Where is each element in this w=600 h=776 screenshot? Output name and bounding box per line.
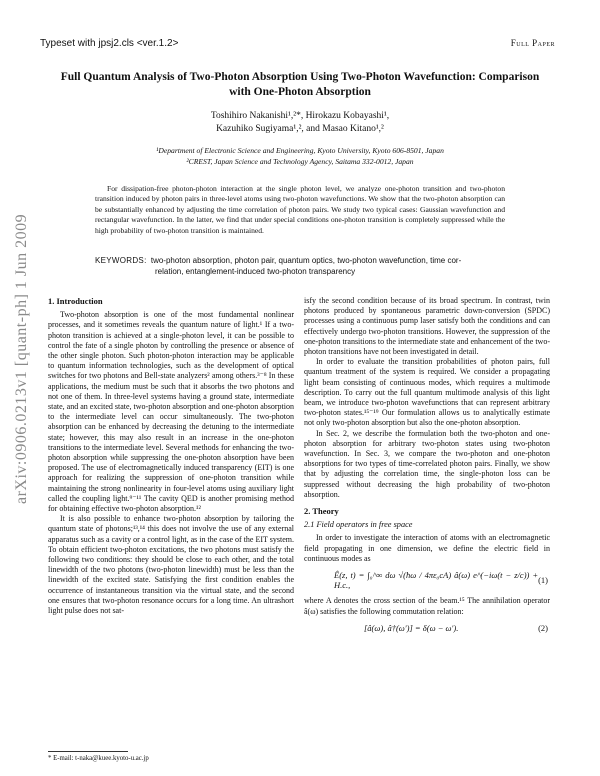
author-line-2: Kazuhiko Sugiyama¹,², and Masao Kitano¹,² [216,124,384,134]
affiliation-1: ¹Department of Electronic Science and Engineering, Kyoto University, Kyoto 606-8501, Japan [156,146,444,155]
author-line-1: Toshihiro Nakanishi¹,²*, Hirokazu Kobayashi¹, [210,111,390,121]
keywords-label: KEYWORDS: [95,256,147,265]
right-column [304,296,550,639]
equation-1 [304,570,550,590]
equation-2-body: [â(ω), â†(ω′)] = δ(ω − ω′). [364,622,459,633]
arxiv-stamp: arXiv:0906.0213v1 [quant-ph] 1 Jun 2009 [13,213,30,504]
equation-1-number: (1) [538,575,548,586]
left-column [48,296,294,616]
keywords-line-2: relation, entanglement-induced two-photon transparency [155,266,356,276]
intro-paragraph-2: It is also possible to enhance two-photon absorption by tailoring the quantum state of photons;¹³,¹⁴ this does not involve the use of any external apparatus such as a cavity or a control light, as in the case of the EIT system. To obtain efficient two-photon excitations, the two photons must satisfy the following two conditions: they should be close to each other, and the total linewidth of the two photons (two-photon linewidth) must be less than the linewidth of the excited state. Satisfying the first condition enables the occurrence of instantaneous transition via the virtual state, and the second one ensures that two-photon resonance occurs for a long time. An ultrashort light pulse does not sat- [48,514,294,616]
equation-2-number: (2) [538,622,548,633]
intro-paragraph-4: In order to evaluate the transition probabilities of photon pairs, full quantum treatment of the system is required. We consider a propagating light beam consisting of continuous modes, which requires a multimode description. To carry out the full quantum multimode analysis of this light beam, we introduce two-photon wavefunctions that can represent arbitrary two-photon states.¹⁵⁻¹⁹ Our formulation allows us to analytically estimate not only two-photon absorption but also the one-photon absorption. [304,357,550,428]
header-paper-type: Full Paper [510,38,555,48]
header-typeset-note: Typeset with jpsj2.cls <ver.1.2> [40,38,179,49]
subsection-2-1-title: 2.1 Field operators in free space [304,520,413,530]
keywords [95,256,515,277]
author-list [110,110,490,136]
section-1-title: 1. Introduction [48,296,103,306]
footnote: * E-mail: t-naka@kuee.kyoto-u.ac.jp [48,755,149,762]
equation-2 [304,623,550,633]
theory-paragraph-1: In order to investigate the interaction of atoms with an electromagnetic field propagating in one dimension, we define the electric field in continuous modes as [304,533,550,563]
intro-paragraph-1: Two-photon absorption is one of the most fundamental nonlinear processes, and it sometimes reveals the quantum nature of light.¹ If a two-photon transition is achieved at a single-photon level, it can be possible to control the fate of a single photon by controlling the presence or absence of the other single photon. Such photon-photon interaction may be applicable to quantum information technologies, such as the development of optical switches for two photons and Bell-state analyzers² among others.³⁻⁸ In these applications, the medium must be such that it absorbs the two photons and not one of them. In three-level systems having a ground state, intermediate state, and an excited state, two-photon absorption and one-photon absorption to the intermediate level can occur simultaneously. The two-photon absorption can be enhanced by decreasing the detuning to the intermediate state; however, this may also result in an increase in the one-photon transitions to the intermediate level. Several methods for enhancing the two-photon absorption while suppressing the one-photon absorption have been proposed. The use of electromagnetically induced transparency (EIT) is one approach for realizing the suppression of one-photon transition while maintaining the strong nonlinearity in four-level atoms using auxiliary light called the coupling light.⁹⁻¹¹ The cavity QED is another promising method for obtaining effective two-photon absorption.¹² [48,310,294,514]
section-2-title: 2. Theory [304,506,339,517]
intro-paragraph-5: In Sec. 2, we describe the formulation both the two-photon and one-photon absorption for arbitrary two-photon states using two-photon wavefunction. In Sec. 3, we compare the two-photon and one-photon absorptions for two types of time-correlated photon pairs. Finally, we show that by adjusting the correlation time, the single-photon loss can be suppressed without decreasing the high probability of two-photon absorption. [304,428,550,499]
abstract: For dissipation-free photon-photon interaction at the single photon level, we analyze one-photon transition and two-photon transition induced by photon pairs in three-level atoms using two-photon wavefunctions. We show that the two-photon absorption can be substantially enhanced by adjusting the time correlation of photon pairs. We study two typical cases: Gaussian wavefunction and rectangular wavefunction. In the latter, we find that under special conditions one-photon transition is completely suppressed while the high probability of two-photon transition is maintained. [95,184,505,235]
equation-1-body: Ê(z, t) = ∫₀^∞ dω √(ħω / 4πε₀cA) â(ω) e^(−iω(t − z/c)) + H.c., [334,570,539,591]
paper-title: Full Quantum Analysis of Two-Photon Absorption Using Two-Photon Wavefunction: Comparison with One-Photon Absorption [60,71,540,98]
affiliations [90,146,510,167]
theory-paragraph-2: where A denotes the cross section of the beam.¹⁵ The annihilation operator â(ω) satisfies the following commutation relation: [304,596,550,616]
intro-paragraph-3: isfy the second condition because of its broad spectrum. In contrast, twin photons produced by spontaneous parametric down-conversion (SPDC) processes using a continuous pump laser satisfy both the conditions and can effectively undergo two-photon transitions. However, the suppression of the one-photon transitions to the intermediate state and enhancement of the two-photon transitions have not been investigated in detail. [304,296,550,357]
keywords-line-1: two-photon absorption, photon pair, quantum optics, two-photon wavefunction, time cor- [150,256,462,265]
footnote-divider [48,751,128,752]
affiliation-2: ²CREST, Japan Science and Technology Agency, Saitama 332-0012, Japan [186,156,414,166]
